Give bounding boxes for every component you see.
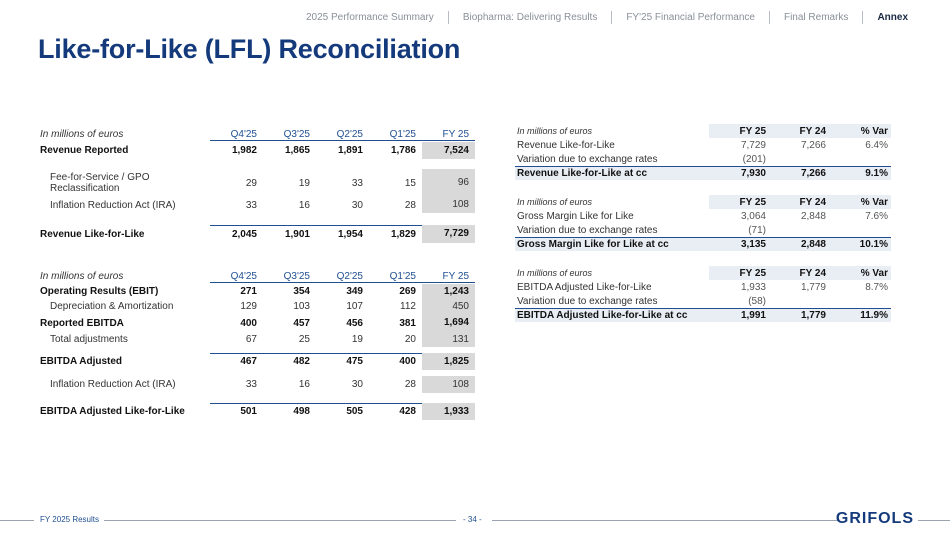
row-label: Reported EBITDA xyxy=(40,317,124,329)
row-label: Revenue Reported xyxy=(40,145,129,156)
col-header: Q3'25 xyxy=(263,129,316,141)
cell: 30 xyxy=(351,379,363,390)
row-label: Depreciation & Amortization xyxy=(50,301,174,312)
cell: 505 xyxy=(346,406,363,417)
row-label: EBITDA Adjusted Like-for-Like at cc xyxy=(517,310,688,321)
table-row xyxy=(40,169,475,197)
cell: 30 xyxy=(351,199,363,211)
row-label: EBITDA Adjusted xyxy=(40,356,123,367)
cell: 7.6% xyxy=(865,210,888,222)
cell: 103 xyxy=(293,301,310,312)
row-label: Inflation Reduction Act (IRA) xyxy=(50,199,176,211)
cell: 271 xyxy=(240,286,257,297)
col-header: Q2'25 xyxy=(316,129,369,141)
cell: 19 xyxy=(298,177,310,189)
col-header: % Var xyxy=(860,196,888,208)
cell: 131 xyxy=(422,332,475,347)
row-label: Revenue Like-for-Like xyxy=(517,139,615,151)
cell: 381 xyxy=(399,317,416,329)
table-row xyxy=(40,225,475,243)
row-label: EBITDA Adjusted Like-for-Like xyxy=(40,406,185,417)
cell: 33 xyxy=(245,379,257,390)
table-header xyxy=(40,270,475,283)
col-header: Q1'25 xyxy=(369,271,422,283)
col-header: Q3'25 xyxy=(263,271,316,283)
cell: 1,829 xyxy=(390,228,416,240)
cell: 1,954 xyxy=(337,228,363,240)
units-label: In millions of euros xyxy=(515,266,709,280)
table-row xyxy=(515,209,891,223)
gross-margin-lfl-cc-table xyxy=(515,195,891,251)
row-label: Variation due to exchange rates xyxy=(517,153,658,165)
cell: 129 xyxy=(240,301,257,312)
table-row xyxy=(40,284,475,299)
cell: 25 xyxy=(298,334,310,345)
table-header xyxy=(515,266,891,280)
cell: (71) xyxy=(748,224,766,236)
cell: 7,729 xyxy=(740,139,766,151)
table-row xyxy=(40,142,475,159)
cell: 7,524 xyxy=(422,142,475,159)
row-label: Operating Results (EBIT) xyxy=(40,286,159,297)
cell: 7,266 xyxy=(800,139,826,151)
cell: 8.7% xyxy=(865,281,888,293)
cell: 7,729 xyxy=(422,225,475,243)
cell: 467 xyxy=(240,356,257,367)
row-label: Revenue Like-for-Like at cc xyxy=(517,168,648,179)
cell: 1,933 xyxy=(422,403,475,420)
col-header: Q1'25 xyxy=(369,129,422,141)
cell: 1,786 xyxy=(390,145,416,156)
cell: 9.1% xyxy=(865,168,888,179)
cell: 1,694 xyxy=(422,314,475,332)
cell: (58) xyxy=(748,295,766,307)
table-header xyxy=(515,195,891,209)
cell: 1,933 xyxy=(740,281,766,293)
cell: 19 xyxy=(351,334,363,345)
cell: 1,865 xyxy=(284,145,310,156)
cell: 29 xyxy=(245,177,257,189)
units-label: In millions of euros xyxy=(515,195,709,209)
cell: 2,045 xyxy=(231,228,257,240)
table-total-row xyxy=(515,166,891,180)
ebitda-lfl-cc-table xyxy=(515,266,891,322)
cell: 7,930 xyxy=(740,168,766,179)
row-label: Revenue Like-for-Like xyxy=(40,228,145,240)
row-label: Total adjustments xyxy=(50,334,128,345)
table-row xyxy=(40,299,475,314)
nav-item-financial-performance[interactable]: FY'25 Financial Performance xyxy=(612,11,770,24)
row-label: Inflation Reduction Act (IRA) xyxy=(50,379,176,390)
cell: 16 xyxy=(298,379,310,390)
cell: 108 xyxy=(422,197,475,213)
cell: 96 xyxy=(422,169,475,197)
row-label: Gross Margin Like for Like xyxy=(517,210,634,222)
table-row xyxy=(515,223,891,237)
cell: 450 xyxy=(422,299,475,314)
cell: 20 xyxy=(404,334,416,345)
units-label: In millions of euros xyxy=(40,271,124,282)
table-header xyxy=(515,124,891,138)
table-row xyxy=(515,138,891,152)
col-header: % Var xyxy=(860,267,888,279)
cell: 2,848 xyxy=(800,210,826,222)
cell: 269 xyxy=(399,286,416,297)
row-label: Gross Margin Like for Like at cc xyxy=(517,239,669,250)
row-label: EBITDA Adjusted Like-for-Like xyxy=(517,281,652,293)
row-label: Fee-for-Service / GPO Reclassification xyxy=(50,172,150,194)
cell: 428 xyxy=(399,406,416,417)
cell: 67 xyxy=(245,334,257,345)
cell: 28 xyxy=(404,379,416,390)
top-navigation xyxy=(292,10,950,24)
table-row xyxy=(515,294,891,308)
nav-item-performance-summary[interactable]: 2025 Performance Summary xyxy=(292,11,449,24)
cell: 33 xyxy=(351,177,363,189)
col-header: FY 25 xyxy=(739,125,766,137)
table-row xyxy=(515,152,891,166)
col-header: Q4'25 xyxy=(210,129,263,141)
cell: 354 xyxy=(293,286,310,297)
col-header: Q4'25 xyxy=(210,271,263,283)
cell: 1,779 xyxy=(800,281,826,293)
ebitda-reconciliation-table xyxy=(40,270,475,420)
cell: 7,266 xyxy=(800,168,826,179)
cell: 3,064 xyxy=(740,210,766,222)
table-total-row xyxy=(515,308,891,322)
table-row xyxy=(40,332,475,347)
units-label: In millions of euros xyxy=(40,129,124,140)
col-header: % Var xyxy=(860,125,888,137)
cell: 400 xyxy=(240,317,257,329)
cell: (201) xyxy=(742,153,766,165)
cell: 28 xyxy=(404,199,416,211)
col-header: FY 24 xyxy=(799,196,826,208)
cell: 1,901 xyxy=(284,228,310,240)
units-label: In millions of euros xyxy=(515,124,709,138)
nav-item-annex[interactable]: Annex xyxy=(877,11,908,23)
table-row xyxy=(40,376,475,393)
cell: 349 xyxy=(346,286,363,297)
table-header xyxy=(40,128,475,141)
cell: 11.9% xyxy=(860,310,888,321)
col-header: FY 25 xyxy=(739,196,766,208)
table-row xyxy=(40,353,475,370)
cell: 1,982 xyxy=(231,145,257,156)
cell: 1,825 xyxy=(422,353,475,370)
revenue-reconciliation-table xyxy=(40,128,475,243)
cell: 107 xyxy=(346,301,363,312)
table-row xyxy=(40,197,475,213)
cell: 15 xyxy=(404,177,416,189)
table-total-row xyxy=(515,237,891,251)
cell: 112 xyxy=(400,301,416,312)
nav-item-final-remarks[interactable]: Final Remarks xyxy=(770,11,863,24)
cell: 33 xyxy=(245,199,257,211)
footer-label: FY 2025 Results xyxy=(40,515,99,524)
col-header: FY 25 xyxy=(739,267,766,279)
cell: 1,991 xyxy=(740,310,766,321)
cell: 1,243 xyxy=(422,284,475,299)
cell: 501 xyxy=(240,406,257,417)
cell: 108 xyxy=(422,376,475,393)
nav-item-biopharma[interactable]: Biopharma: Delivering Results xyxy=(449,11,613,24)
table-row xyxy=(40,403,475,420)
cell: 457 xyxy=(293,317,310,329)
cell: 3,135 xyxy=(740,239,766,250)
cell: 1,779 xyxy=(800,310,826,321)
cell: 2,848 xyxy=(800,239,826,250)
col-header: FY 25 xyxy=(422,129,475,141)
footer xyxy=(0,512,950,528)
row-label: Variation due to exchange rates xyxy=(517,295,658,307)
col-header: Q2'25 xyxy=(316,271,369,283)
cell: 475 xyxy=(346,356,363,367)
cell: 6.4% xyxy=(865,139,888,151)
cell: 16 xyxy=(298,199,310,211)
col-header: FY 25 xyxy=(422,271,475,283)
col-header: FY 24 xyxy=(799,125,826,137)
revenue-lfl-cc-table xyxy=(515,124,891,180)
table-row xyxy=(40,314,475,332)
grifols-logo: GRIFOLS xyxy=(835,510,914,527)
table-row xyxy=(515,280,891,294)
page-number: - 34 - xyxy=(463,515,482,524)
cell: 498 xyxy=(293,406,310,417)
cell: 456 xyxy=(346,317,363,329)
cell: 400 xyxy=(399,356,416,367)
row-label: Variation due to exchange rates xyxy=(517,224,658,236)
cell: 482 xyxy=(293,356,310,367)
cell: 1,891 xyxy=(337,145,363,156)
col-header: FY 24 xyxy=(799,267,826,279)
cell: 10.1% xyxy=(859,239,888,250)
page-title: Like-for-Like (LFL) Reconciliation xyxy=(38,34,461,64)
